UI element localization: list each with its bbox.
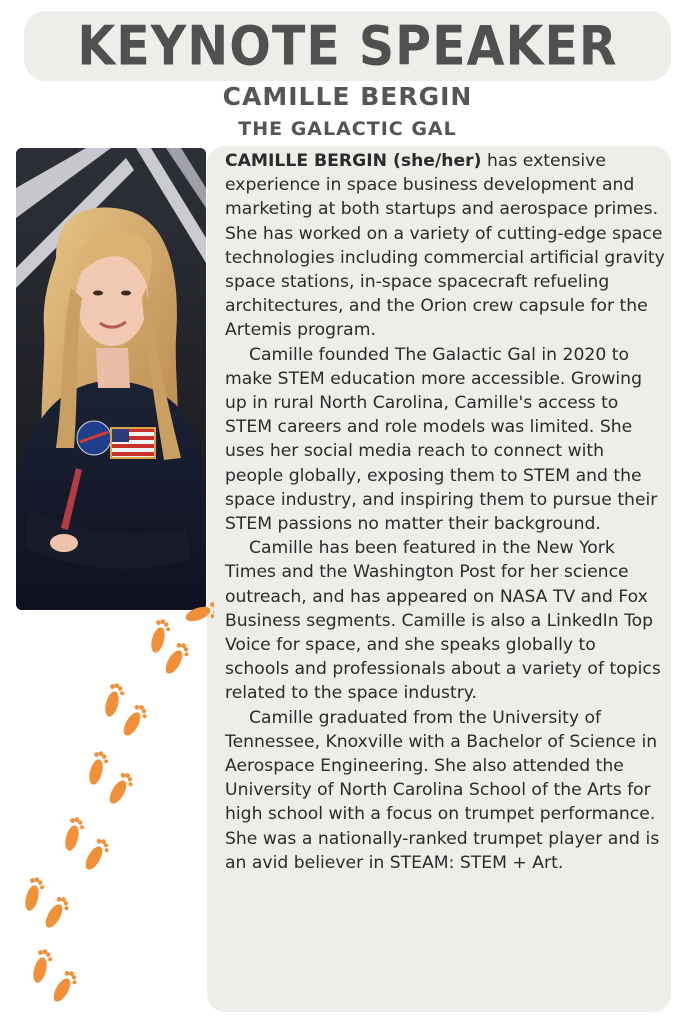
bio-paragraph-2: Camille founded The Galactic Gal in 2020 to make STEM education more accessible. Growing up in rural North Carolina, Camille's access to STEM careers and role models was limited. She uses her social media reach to connect with people globally, exposing them to STEM and the space industry, and inspiring them to pursue their STEM passions no matter their background. <box>225 344 658 535</box>
footprint-icon <box>106 770 137 807</box>
footprint-icon <box>184 601 214 627</box>
bio-paragraph-3: Camille has been featured in the New York Times and the Washington Post for her science outreach, and has appeared on NASA TV and Fox Business segments. Camille is also a LinkedIn Top Voice for space, and she speaks globally to schools and professionals about a variety of topics related to the space industry. <box>225 538 661 704</box>
footprint-icon <box>102 682 126 719</box>
bio-paragraph-1 <box>225 149 665 343</box>
page-title: KEYNOTE SPEAKER <box>77 14 618 78</box>
footprint-icon <box>82 836 113 873</box>
footprint-icon <box>62 816 86 853</box>
speaker-name: CAMILLE BERGIN <box>222 82 473 111</box>
speaker-alias: THE GALACTIC GAL <box>238 118 457 140</box>
speaker-photo <box>16 148 206 610</box>
footprint-icon <box>30 948 54 985</box>
footprint-icon <box>120 702 151 739</box>
footprint-icon <box>42 894 73 931</box>
footprint-icon <box>162 640 193 677</box>
footprint-icon <box>148 618 172 655</box>
bio-lead-name: CAMILLE BERGIN (she/her) <box>225 151 482 171</box>
footprints-decoration <box>14 600 214 1020</box>
title-banner <box>24 11 671 81</box>
bio-paragraph-1-text: has extensive experience in space business development and marketing at both startups and aerospace primes. She has worked on a variety of cutting-edge space technologies including commercial artificial gravity space stations, in-space spacecraft refueling architectures, and the Orion crew capsule for the Artemis program. <box>225 151 665 341</box>
bio-paragraph-4: Camille graduated from the University of Tennessee, Knoxville with a Bachelor of Science in Aerospace Engineering. She also attended the University of North Carolina School of the Arts for high school with a focus on trumpet performance. She was a nationally-ranked trumpet player and is an avid believer in STEAM: STEM + Art. <box>225 707 660 873</box>
footprint-icon <box>86 750 110 787</box>
footprint-icon <box>50 968 81 1005</box>
footprint-icon <box>22 876 46 913</box>
bio-text <box>225 149 665 875</box>
